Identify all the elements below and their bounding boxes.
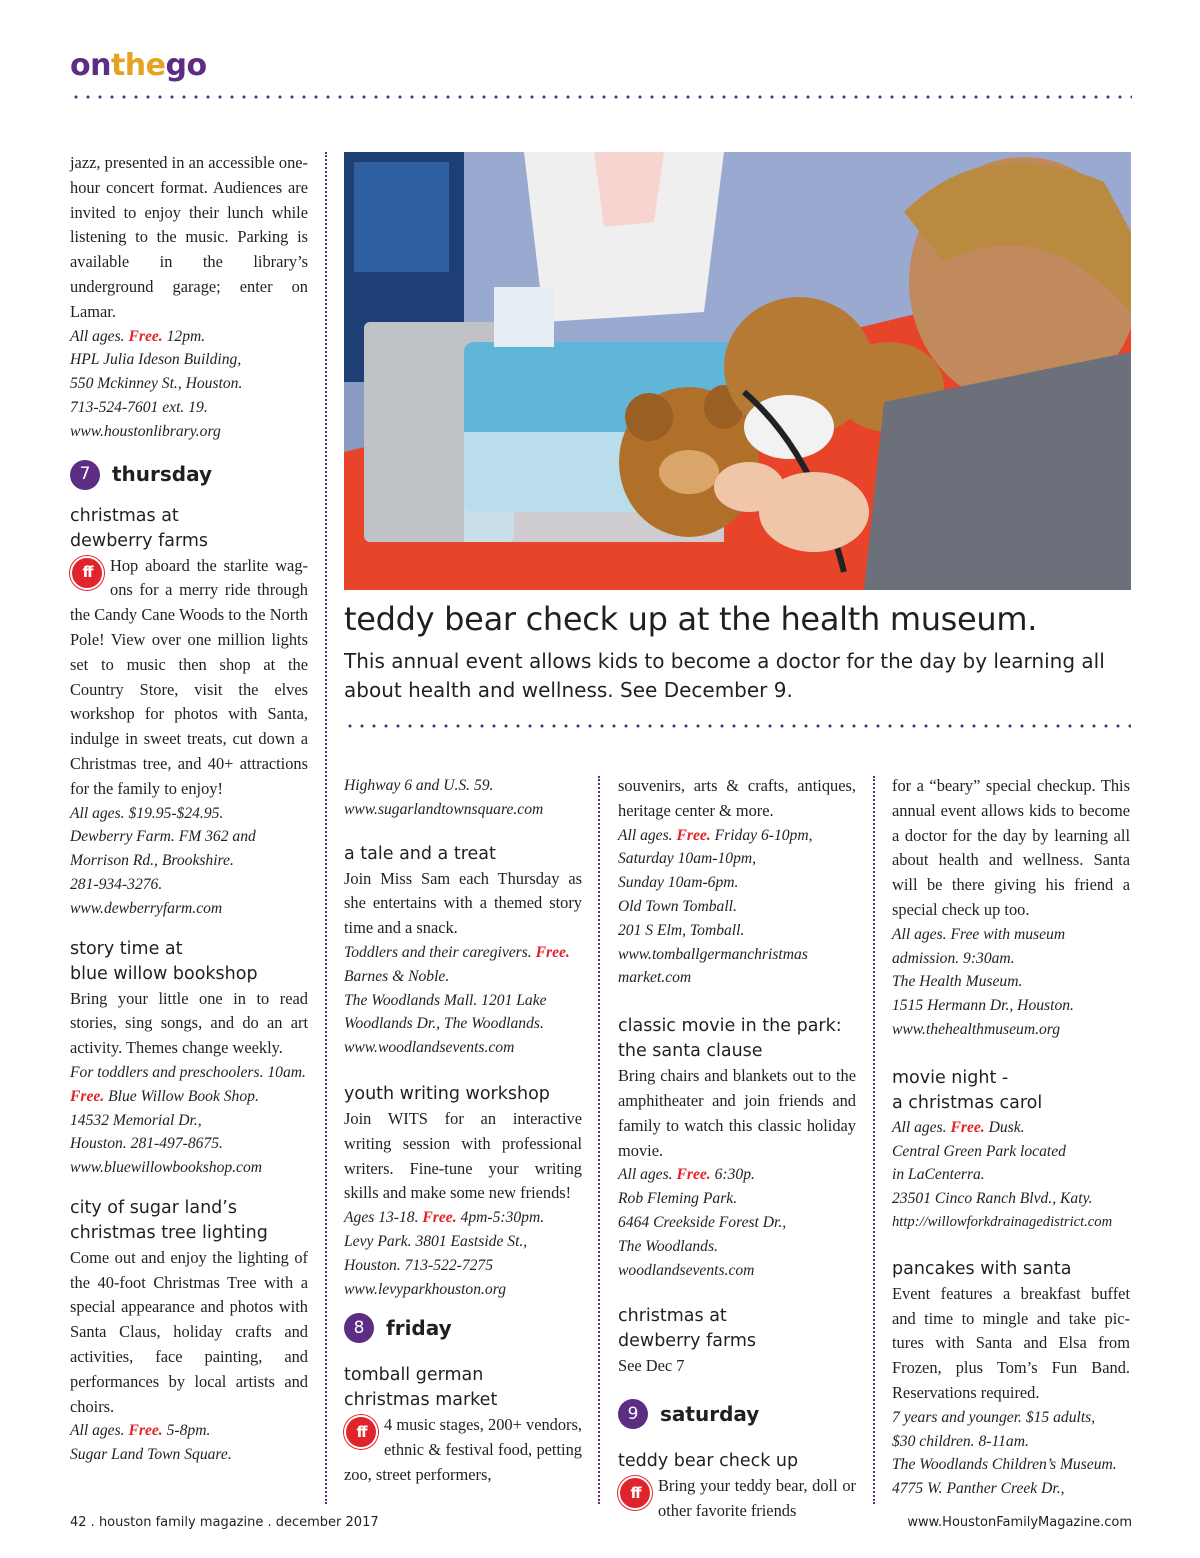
day-heading-friday bbox=[344, 1313, 582, 1343]
event-address: Woodlands Dr., The Woodlands. bbox=[344, 1015, 544, 1033]
event-location: Levy Park. 3801 Eastside St., bbox=[344, 1232, 528, 1250]
event-location: Central Green Park located bbox=[892, 1142, 1066, 1160]
event-phone: Houston. 281-497-8675. bbox=[70, 1135, 223, 1153]
event-location: The Woodlands Children’s Museum. bbox=[892, 1456, 1117, 1474]
event-info: Toddlers and their caregivers. Free. bbox=[344, 943, 570, 961]
event-info: All ages. Free. 5-8pm. bbox=[70, 1422, 211, 1440]
teddy-bear-photo bbox=[344, 152, 1131, 590]
event-info: All ages. Free. Dusk. bbox=[892, 1118, 1025, 1136]
column-4 bbox=[892, 774, 1130, 1501]
event-location: Dewberry Farm. FM 362 and bbox=[70, 828, 256, 846]
event-website: http://willowforkdrainagedistrict.com bbox=[892, 1213, 1113, 1230]
event-title: movie night - a christmas carol bbox=[892, 1067, 1043, 1113]
event-location: in LaCenterra. bbox=[892, 1166, 985, 1184]
event-address: 4775 W. Panther Creek Dr., bbox=[892, 1480, 1065, 1498]
free-label: Free. bbox=[676, 826, 711, 844]
column-divider bbox=[873, 776, 875, 1504]
photo-caption-title: teddy bear check up at the health museum. bbox=[344, 600, 1038, 638]
event-location: The Health Museum. bbox=[892, 973, 1023, 991]
free-label: Free. bbox=[70, 1087, 105, 1105]
column-2 bbox=[344, 774, 582, 1488]
photo-caption-text: This annual event allows kids to become a doctor for the day by learning all about health and wellness. See December 9. bbox=[344, 649, 1105, 702]
section-header bbox=[70, 48, 207, 83]
event-location: HPL Julia Ideson Building, bbox=[70, 351, 242, 369]
event-title: pancakes with santa bbox=[892, 1258, 1072, 1279]
event-time: Saturday 10am-10pm, bbox=[618, 850, 757, 868]
day-name: friday bbox=[386, 1315, 452, 1340]
event-website: www.levyparkhouston.org bbox=[344, 1280, 506, 1298]
event-title: city of sugar land’s christmas tree lighting bbox=[70, 1197, 268, 1243]
event-body: Come out and enjoy the lighting of the 40-foot Christmas Tree with a special appearance and photos with Santa Claus, holiday crafts and activities, face painting, and performances by local artists and choirs. bbox=[70, 1247, 308, 1416]
event-price: 7 years and younger. $15 adults, bbox=[892, 1408, 1096, 1426]
event-location: Rob Fleming Park. bbox=[618, 1190, 738, 1208]
event-website: www.bluewillowbookshop.com bbox=[70, 1159, 263, 1177]
event-phone: 281-934-3276. bbox=[70, 875, 163, 893]
event-website: www.sugarlandtownsquare.com bbox=[344, 800, 544, 818]
event-title: story time at blue willow bookshop bbox=[70, 938, 258, 984]
event-time: Sunday 10am-6pm. bbox=[618, 874, 739, 892]
free-label: Free. bbox=[128, 327, 163, 345]
free-label: Free. bbox=[535, 943, 570, 961]
event-info: All ages. Free. 6:30p. bbox=[618, 1166, 755, 1184]
event-body: jazz, presented in an accessible one-hour concert format. Audiences are invited to enjoy their lunch while listening to the music. Parking is available in the library’s underground garage; enter on Lamar. bbox=[70, 153, 308, 321]
header-go: go bbox=[165, 48, 207, 83]
day-heading-thursday bbox=[70, 460, 308, 490]
day-number-badge: 8 bbox=[344, 1313, 374, 1343]
event-info: Free. Blue Willow Book Shop. bbox=[70, 1087, 259, 1105]
column-1 bbox=[70, 151, 308, 1467]
event-info: admission. 9:30am. bbox=[892, 949, 1015, 967]
event-address: 23501 Cinco Ranch Blvd., Katy. bbox=[892, 1190, 1093, 1208]
event-title: teddy bear check up bbox=[618, 1451, 799, 1472]
event-address: 1515 Hermann Dr., Houston. bbox=[892, 997, 1074, 1015]
column-3 bbox=[618, 774, 856, 1524]
event-info: All ages. Free with museum bbox=[892, 925, 1066, 943]
event-address: The Woodlands Mall. 1201 Lake bbox=[344, 991, 547, 1009]
event-address: 6464 Creekside Forest Dr., bbox=[618, 1213, 787, 1231]
event-location: Barnes & Noble. bbox=[344, 967, 450, 985]
event-website: www.tomballgermanchristmas bbox=[618, 945, 808, 963]
event-location: Old Town Tomball. bbox=[618, 897, 737, 915]
event-info: Ages 13-18. Free. 4pm-5:30pm. bbox=[344, 1209, 545, 1227]
event-title: classic movie in the park: the santa clause bbox=[618, 1016, 842, 1062]
event-info: All ages. Free. 12pm. bbox=[70, 327, 206, 345]
event-info: For toddlers and preschoolers. 10am. bbox=[70, 1063, 306, 1081]
event-body: 4 music stages, 200+ vendors, ethnic & festival food, petting zoo, street performers, bbox=[344, 1415, 582, 1484]
free-label: Free. bbox=[422, 1209, 457, 1227]
event-address: Morrison Rd., Brookshire. bbox=[70, 852, 234, 870]
event-website: The Woodlands. woodlandsevents.com bbox=[618, 1237, 755, 1279]
event-website: market.com bbox=[618, 969, 692, 987]
event-phone: 713-524-7601 ext. 19. bbox=[70, 398, 208, 416]
column-divider bbox=[598, 776, 600, 1504]
free-label: Free. bbox=[676, 1166, 711, 1184]
event-body: Hop aboard the starlite wagons for a merry ride through the Candy Cane Woods to the North Pole! View over one million lights set to music then shop at the Country Store, visit the elves workshop for photos with Santa, indulge in sweet treats, cut down a Christmas tree, and 40+ attractions for the family to enjoy! bbox=[70, 555, 308, 798]
event-title: tomball german christmas market bbox=[344, 1365, 498, 1411]
footer-website: www.HoustonFamilyMagazine.com bbox=[907, 1515, 1132, 1530]
header-the: the bbox=[110, 48, 166, 83]
event-price: All ages. $19.95-$24.95. bbox=[70, 804, 224, 822]
free-label: Free. bbox=[950, 1118, 985, 1136]
event-address: Highway 6 and U.S. 59. bbox=[344, 777, 494, 794]
day-number-badge: 9 bbox=[618, 1399, 648, 1429]
footer-page-info: 42 . houston family magazine . december 2017 bbox=[70, 1515, 379, 1530]
event-body: Join WITS for an interactive writing session with professional writers. Fine-tune your writing skills and make some new friends! bbox=[344, 1108, 582, 1203]
event-body: for a “beary” special checkup. This annual event allows kids to become a doctor for the day by learning all about health and wellness. Santa will be there giving his friend a special check up too. bbox=[892, 776, 1130, 919]
free-label: Free. bbox=[128, 1422, 163, 1440]
event-body: Bring your little one in to read stories, sing songs, and do an art activity. Themes change weekly. bbox=[70, 988, 308, 1058]
event-body: Join Miss Sam each Thursday as she entertains with a themed story time and a snack. bbox=[344, 868, 582, 938]
event-title: christmas at dewberry farms bbox=[618, 1306, 757, 1352]
event-phone: Houston. 713-522-7275 bbox=[344, 1256, 494, 1274]
event-website: www.dewberryfarm.com bbox=[70, 899, 223, 917]
day-name: saturday bbox=[660, 1401, 760, 1426]
event-title: christmas at dewberry farms bbox=[70, 505, 209, 551]
header-on: on bbox=[70, 48, 111, 83]
day-number-badge: 7 bbox=[70, 460, 100, 490]
event-body: Bring your teddy bear, doll or other favorite friends bbox=[658, 1476, 856, 1520]
family-friendly-icon: ff bbox=[344, 1415, 378, 1449]
event-title: youth writing workshop bbox=[344, 1083, 550, 1104]
day-name: thursday bbox=[112, 462, 213, 487]
family-friendly-icon: ff bbox=[618, 1476, 652, 1510]
event-website: www.houstonlibrary.org bbox=[70, 422, 221, 440]
event-body: See Dec 7 bbox=[618, 1356, 685, 1376]
event-address: 14532 Memorial Dr., bbox=[70, 1111, 202, 1129]
event-address: 550 Mckinney St., Houston. bbox=[70, 375, 243, 393]
family-friendly-icon: ff bbox=[70, 556, 104, 590]
header-divider bbox=[70, 95, 1132, 99]
event-body: Event features a breakfast buffet and time to mingle and take pictures with Santa and Elsa from Frozen, plus Tom’s Fun Band. Reservations required. bbox=[892, 1283, 1130, 1402]
event-website: www.woodlandsevents.com bbox=[344, 1039, 515, 1057]
event-body: souvenirs, arts & crafts, antiques, heritage center & more. bbox=[618, 776, 856, 820]
event-website: www.thehealthmuseum.org bbox=[892, 1020, 1061, 1038]
caption-divider bbox=[344, 724, 1131, 728]
column-divider bbox=[325, 152, 327, 1504]
event-address: 201 S Elm, Tomball. bbox=[618, 921, 745, 939]
day-heading-saturday bbox=[618, 1399, 856, 1429]
event-info: All ages. Free. Friday 6-10pm, bbox=[618, 826, 813, 844]
event-body: Bring chairs and blankets out to the amphitheater and join friends and family to watch this classic holiday movie. bbox=[618, 1066, 856, 1160]
event-title: a tale and a treat bbox=[344, 843, 496, 864]
event-location: Sugar Land Town Square. bbox=[70, 1446, 232, 1464]
event-price: $30 children. 8-11am. bbox=[892, 1432, 1029, 1450]
